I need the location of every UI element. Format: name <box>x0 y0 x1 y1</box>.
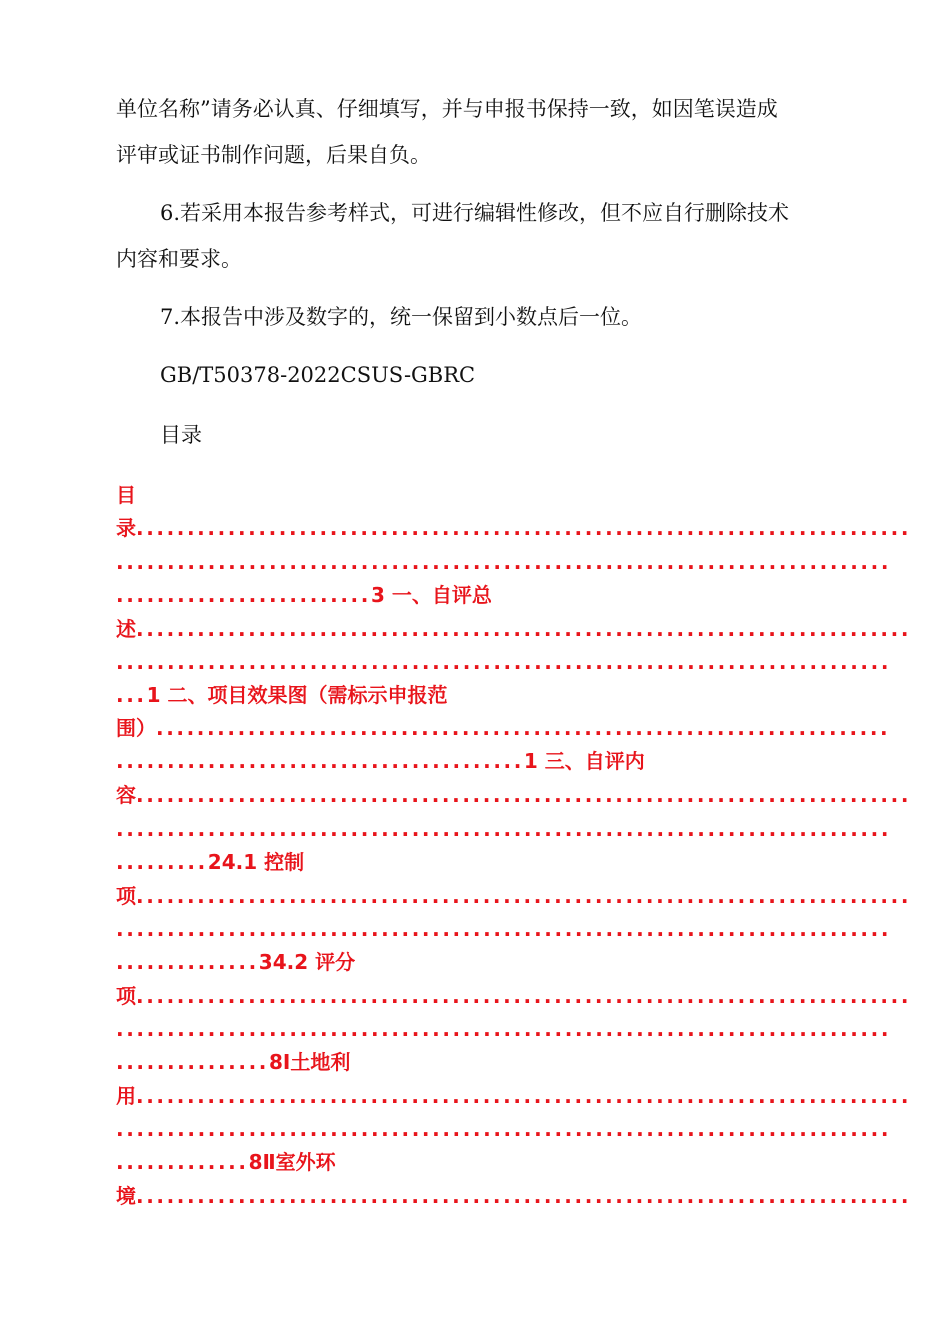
toc-entry-line[interactable] <box>116 612 912 646</box>
toc-page-and-title: 34.2 评分 <box>258 950 356 974</box>
toc-dots: ............................................................................ <box>136 617 912 641</box>
toc-text: 项 <box>116 884 136 908</box>
toc-dots: .............. <box>116 950 259 974</box>
toc-entry-line[interactable] <box>116 945 826 979</box>
toc-dots: ............. <box>116 1150 249 1174</box>
toc-entry-line[interactable] <box>116 979 912 1013</box>
paragraph-5-line-1: 单位名称”请务必认真、仔细填写，并与申报书保持一致，如因笔误造成 <box>116 97 778 121</box>
toc-page-and-title: 8Ⅰ土地利 <box>268 1050 351 1074</box>
toc-dots: ......................... <box>116 583 371 607</box>
toc-text: 述 <box>116 617 136 641</box>
toc-entry-line[interactable] <box>116 845 826 879</box>
toc-entry-line[interactable] <box>116 711 891 745</box>
paragraph-7: 7.本报告中涉及数字的，统一保留到小数点后一位。 <box>160 305 643 329</box>
toc-dots: ............... <box>116 1050 269 1074</box>
standard-code: GB/T50378-2022CSUS-GBRC <box>160 363 476 387</box>
toc-dots: ............................................................................ <box>116 1017 892 1041</box>
toc-dots: ............................................................................ <box>136 1184 912 1208</box>
toc-page-and-title: 8Ⅱ室外环 <box>248 1150 336 1174</box>
toc-entry-line[interactable] <box>116 1112 892 1146</box>
toc-page-and-title: 1 二、项目效果图（需标示申报范 <box>146 683 448 707</box>
toc-entry-line[interactable] <box>116 1079 912 1113</box>
toc-entry-line[interactable] <box>116 478 826 512</box>
toc-dots: ............................................................................ <box>136 516 912 540</box>
toc-text: 录 <box>116 516 136 540</box>
toc-dots: ........................................ <box>116 749 524 773</box>
toc-entry-line[interactable] <box>116 1179 912 1213</box>
toc-dots: ... <box>116 683 147 707</box>
toc-entry-line[interactable] <box>116 578 826 612</box>
toc-dots: ............................................................................ <box>136 1084 912 1108</box>
toc-dots: ........................................................................ <box>156 716 891 740</box>
toc-dots: ............................................................................ <box>116 917 892 941</box>
toc-dots: ............................................................................ <box>136 884 912 908</box>
toc-dots: ............................................................................ <box>116 650 892 674</box>
toc-text: 用 <box>116 1084 136 1108</box>
toc-entry-line[interactable] <box>116 744 826 778</box>
toc-dots: ............................................................................ <box>136 783 912 807</box>
toc-text: 容 <box>116 783 136 807</box>
toc-entry-line[interactable] <box>116 1012 892 1046</box>
toc-text: 项 <box>116 984 136 1008</box>
paragraph-6-line-1: 6.若采用本报告参考样式，可进行编辑性修改，但不应自行删除技术 <box>160 201 790 225</box>
toc-page-and-title: 3 一、自评总 <box>370 583 492 607</box>
toc-entry-line[interactable] <box>116 678 826 712</box>
toc-title: 目录 <box>160 423 202 447</box>
toc-entry-line[interactable] <box>116 778 912 812</box>
toc-entry-line[interactable] <box>116 812 892 846</box>
toc-text: 目 <box>116 483 136 507</box>
paragraph-6-line-2: 内容和要求。 <box>116 247 242 271</box>
toc-text: 围） <box>116 716 156 740</box>
toc-dots: ............................................................................ <box>136 984 912 1008</box>
toc-dots: ............................................................................ <box>116 817 892 841</box>
toc-entry-line[interactable] <box>116 511 912 545</box>
toc-dots: ......... <box>116 850 208 874</box>
toc-entry-line[interactable] <box>116 1145 826 1179</box>
toc-page-and-title: 24.1 控制 <box>207 850 305 874</box>
toc-dots: ............................................................................ <box>116 550 892 574</box>
toc-entry-line[interactable] <box>116 545 892 579</box>
toc-dots: ............................................................................ <box>116 1117 892 1141</box>
toc-page-and-title: 1 三、自评内 <box>523 749 645 773</box>
toc-text: 境 <box>116 1184 136 1208</box>
toc-entry-line[interactable] <box>116 1045 826 1079</box>
paragraph-5-line-2: 评审或证书制作问题，后果自负。 <box>116 143 431 167</box>
toc-entry-line[interactable] <box>116 879 912 913</box>
toc-entry-line[interactable] <box>116 645 892 679</box>
toc-entry-line[interactable] <box>116 912 892 946</box>
